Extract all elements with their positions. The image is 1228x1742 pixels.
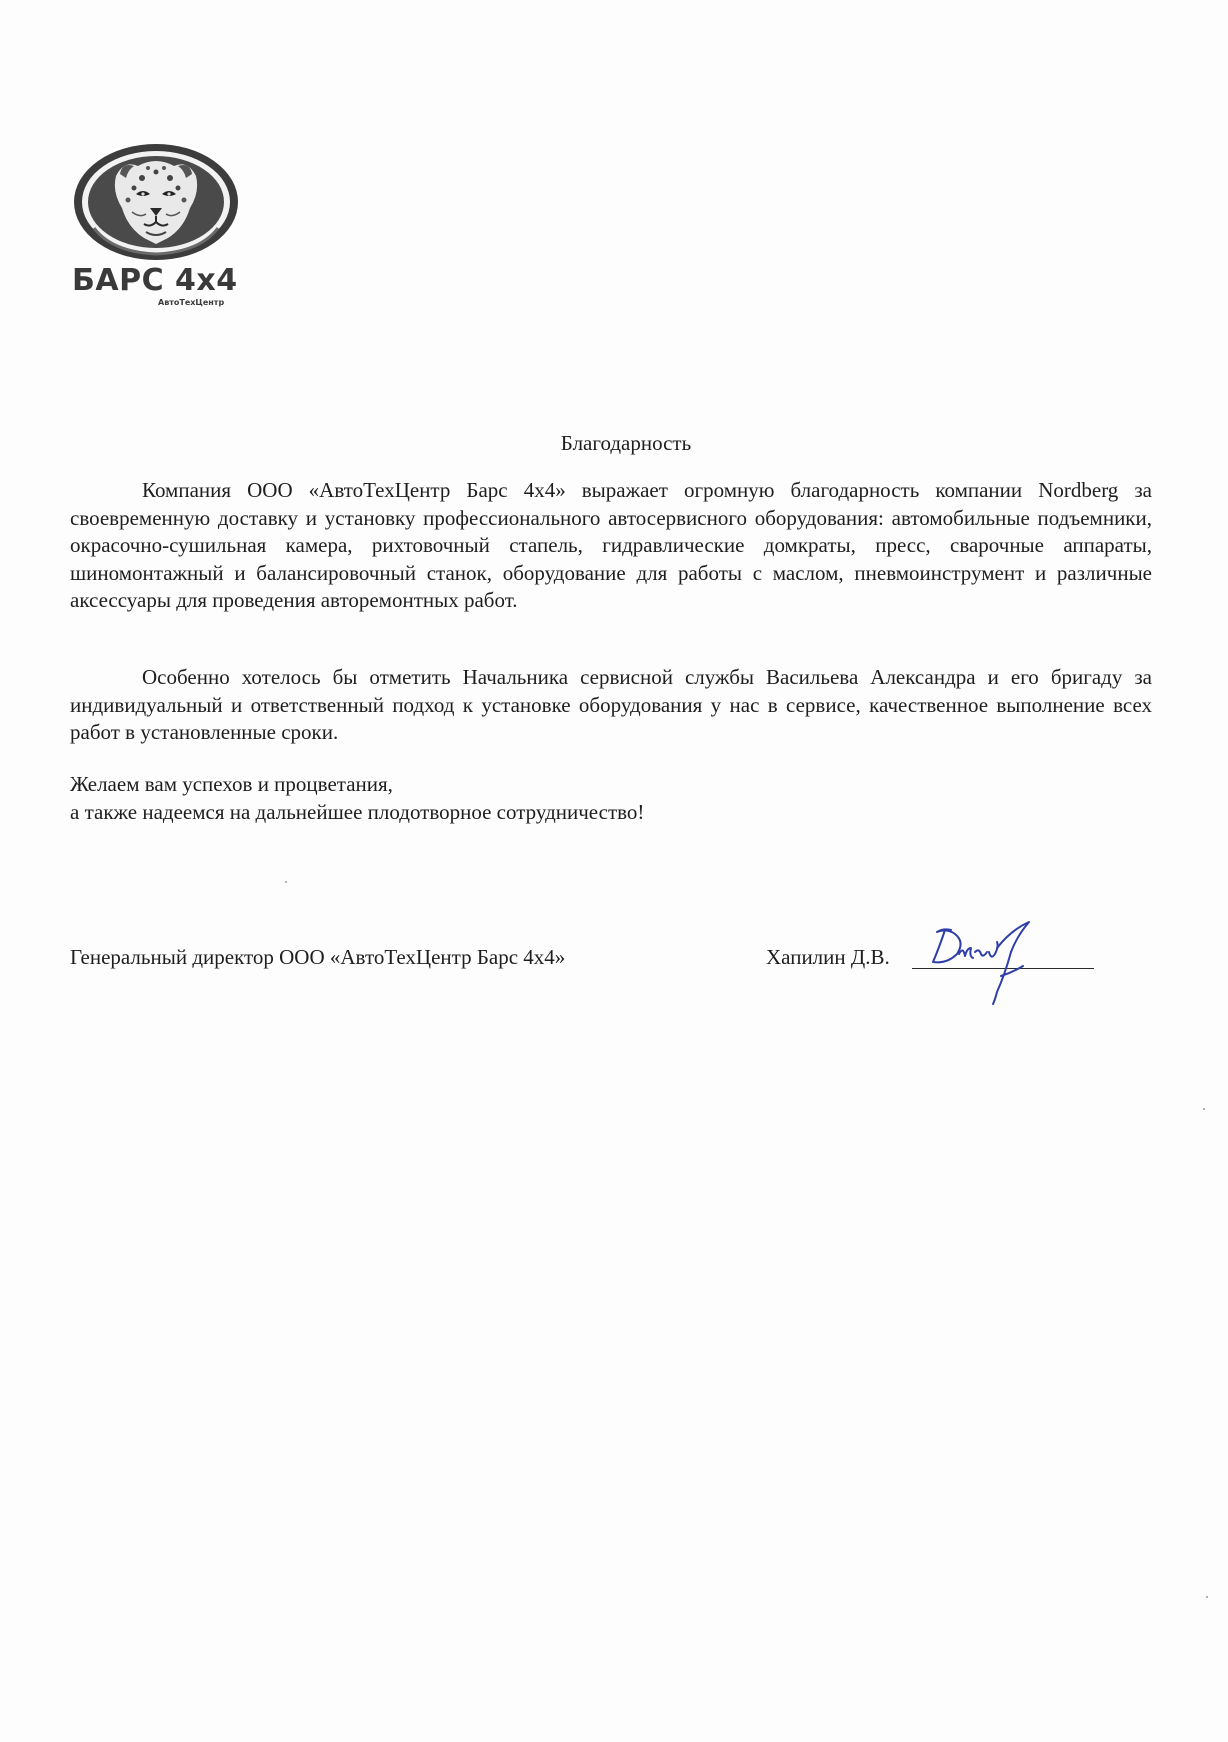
logo-subtitle: АвтоТехЦентр (158, 298, 225, 307)
letter-paragraph: Особенно хотелось бы отметить Начальника сервисной службы Васильева Александра и его бригаду за индивидуальный и ответственный подход к установке оборудования у нас в сервисе, качественное выполнение всех работ в установленные сроки. (70, 665, 1152, 744)
logo-brand-name: БАРС 4x4 (72, 263, 238, 298)
handwritten-signature-icon (925, 918, 1065, 1010)
scan-speck (285, 881, 287, 883)
letter-closing (70, 771, 644, 826)
scan-speck (1206, 1596, 1208, 1598)
letter-paragraph: Компания ООО «АвтоТехЦентр Барс 4x4» выражает огромную благодарность компании Nordberg за своевременную доставку и установку профессионального автосервисного оборудования: автомобильные подъемники, окрасочно-сушильная камера, рихтовочный стапель, гидравлические домкраты, пресс, сварочные аппараты, шиномонтажный и балансировочный станок, оборудование для работы с маслом, пневмоинструмент и различные аксессуары для проведения авторемонтных работ. (70, 478, 1152, 612)
signatory-position: Генеральный директор ООО «АвтоТехЦентр Барс 4x4» (70, 945, 566, 969)
closing-line: а также надеемся на дальнейшее плодотворное сотрудничество! (70, 799, 645, 824)
letter-title: Благодарность (560, 431, 692, 455)
closing-line: Желаем вам успехов и процветания, (70, 772, 393, 796)
snow-leopard-emblem-icon (72, 142, 240, 264)
signatory-name: Хапилин Д.В. (766, 945, 890, 969)
company-logo (72, 142, 242, 312)
scan-speck (1203, 1108, 1205, 1110)
